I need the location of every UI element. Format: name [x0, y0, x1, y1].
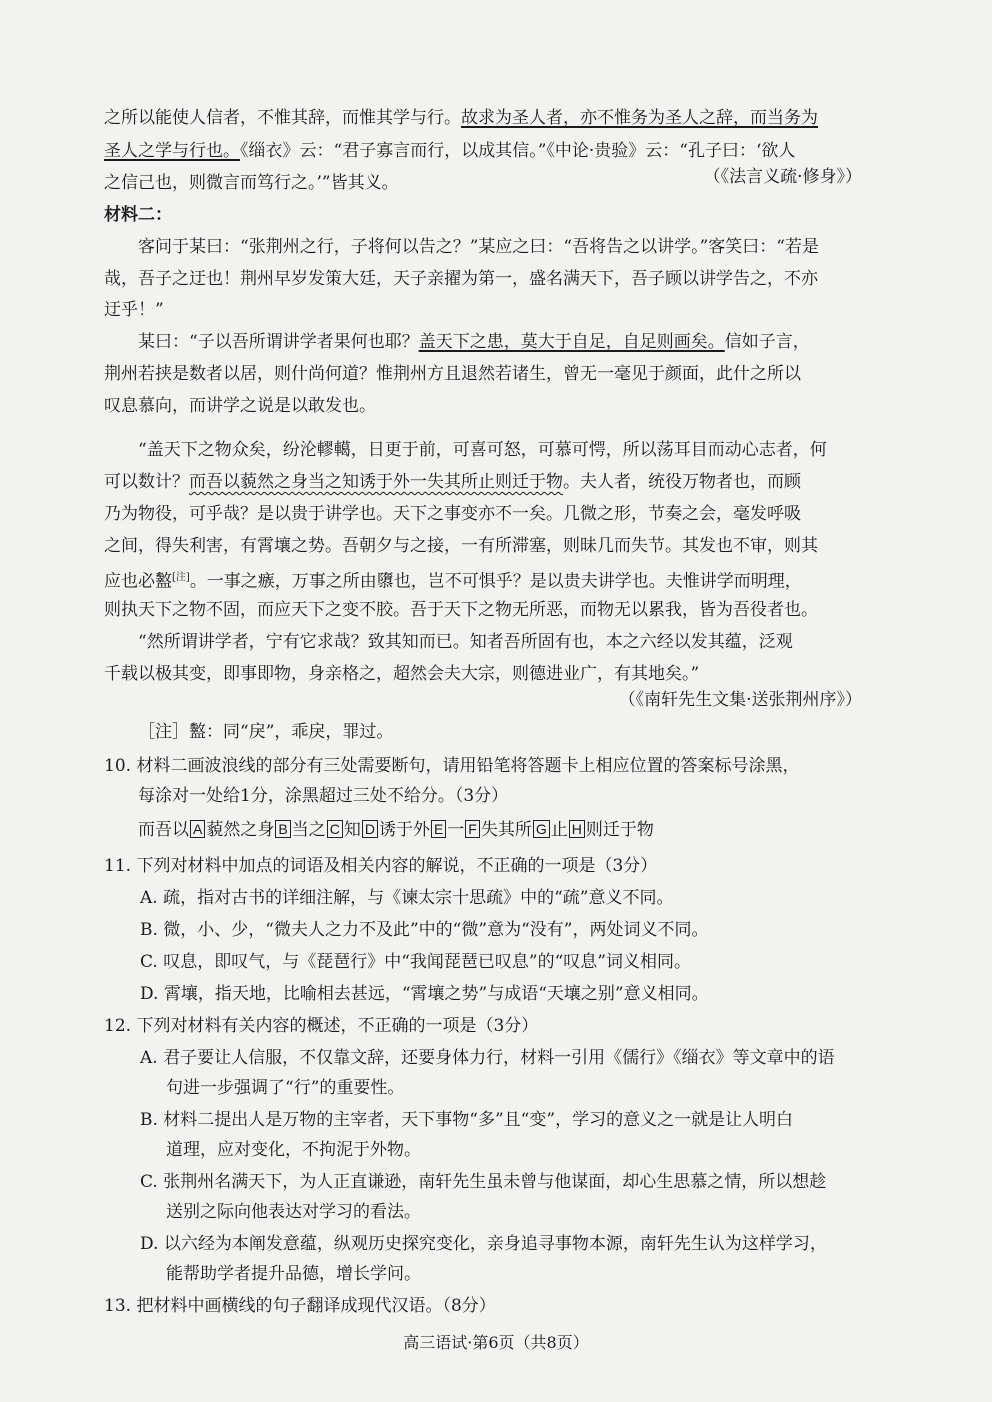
- option-a-cont: 句进一步强调了“行”的重要性。: [166, 1078, 405, 1098]
- answer-box-d[interactable]: D: [362, 820, 378, 838]
- option-d-cont: 能帮助学者提升品德，增长学问。: [166, 1264, 421, 1284]
- answer-box-c[interactable]: C: [327, 820, 343, 838]
- segment-text: 一: [447, 820, 465, 840]
- text-line: “然所谓讲学者，宁有它求哉？致其知而已。知者吾所固有也，本之六经以发其蕴，泛观: [138, 632, 793, 652]
- option-c-cont: 送别之际向他表达对学习的看法。: [166, 1202, 421, 1222]
- text-line: 荆州若挟是数者以居，则什尚何道？惟荆州方且退然若诸生，曾无一毫见于颜面，此什之所以: [104, 364, 801, 384]
- source-citation: （《南轩先生文集·送张荆州序》）: [618, 690, 862, 710]
- text: 。夫人者，统役万物者也，而顾: [563, 472, 801, 492]
- segment-text: 当之: [291, 820, 326, 840]
- answer-box-a[interactable]: A: [190, 820, 205, 838]
- footnote-marker: [注]: [172, 572, 190, 583]
- option-a: A. 君子要让人信服，不仅靠文辞，还要身体力行，材料一引用《儒行》《缁衣》等文章中的语: [140, 1048, 835, 1068]
- underlined-sentence: 盖天下之患，莫大于自足，自足则画矣。: [418, 332, 725, 352]
- question-stem: 11. 下列对材料中加点的词语及相关内容的解说，不正确的一项是（3分）: [104, 856, 658, 876]
- text-line: 叹息慕向，而讲学之说是以敢发也。: [104, 396, 376, 416]
- text: 某曰：“子以吾所谓讲学者果何也耶？: [138, 332, 419, 352]
- text-line: [104, 108, 818, 128]
- wavy-underlined-sentence: 而吾以藐然之身当之知诱于外一失其所止则迁于物: [189, 472, 563, 492]
- segment-text: 止: [550, 820, 568, 840]
- text-line: 乃为物役，可乎哉？是以贵于讲学也。天下之事变亦不一矣。几微之形，节奏之会，毫发呼吸: [104, 504, 801, 524]
- text-line: 则执天下之物不固，而应天下之变不胶。吾于天下之物无所恶，而物无以累我，皆为吾役者也。: [104, 600, 818, 620]
- source-citation: （《法言义疏·修身》）: [703, 167, 862, 187]
- segmentation-row: [138, 820, 654, 840]
- answer-box-e[interactable]: E: [431, 820, 446, 838]
- text-line: 哉，吾子之迂也！荆州早岁发策大廷，天子亲擢为第一，盛名满天下，吾子顾以讲学告之，不亦: [104, 269, 818, 289]
- option-c: C. 张荆州名满天下，为人正直谦逊，南轩先生虽未曾与他谋面，却心生思慕之情，所以想趁: [140, 1172, 827, 1192]
- text-line: 迂乎！”: [104, 300, 164, 320]
- section-heading: 材料二：: [104, 205, 172, 225]
- underlined-sentence: 故求为圣人者，亦不惟务为圣人之辞，而当务为: [461, 108, 818, 128]
- question-stem: 13. 把材料中画横线的句子翻译成现代汉语。（8分）: [104, 1296, 496, 1316]
- segment-text: 诱于外: [378, 820, 430, 840]
- segment-text: 失其所: [480, 820, 532, 840]
- option-d: D. 以六经为本阐发意蕴，纵观历史探究变化，亲身追寻事物本源，南轩先生认为这样学习，: [140, 1234, 827, 1254]
- segment-text: 藐然之身: [206, 820, 275, 840]
- underlined-sentence: 圣人之学与行也。: [104, 141, 240, 161]
- text: 《缁衣》云：“君子寡言而行，以成其信。”《中论·贵验》云：“孔子曰：‘欲人: [240, 141, 796, 161]
- text: 之所以能使人信者，不惟其辞，而惟其学与行。: [104, 108, 461, 128]
- option-d: D. 霄壤，指天地，比喻相去甚远，“霄壤之势”与成语“天壤之别”意义相同。: [140, 984, 709, 1004]
- text: 信如子言，: [724, 332, 810, 352]
- answer-box-f[interactable]: F: [465, 820, 480, 838]
- question-stem: 每涂对一处给1分，涂黑超过三处不给分。（3分）: [138, 786, 509, 806]
- text-line: [138, 332, 810, 352]
- question-stem: 12. 下列对材料有关内容的概述，不正确的一项是（3分）: [104, 1016, 539, 1036]
- text-line: 之信己也，则微言而笃行之。’”皆其义。: [104, 173, 399, 193]
- answer-box-g[interactable]: G: [533, 820, 550, 838]
- answer-box-h[interactable]: H: [569, 820, 585, 838]
- footnote: ［注］盭：同“戾”，乖戾，罪过。: [138, 722, 394, 742]
- option-b: B. 微，小、少，“微夫人之力不及此”中的“微”意为“没有”，两处词义不同。: [140, 920, 709, 940]
- text: 应也必盭: [104, 571, 172, 592]
- answer-box-b[interactable]: B: [275, 820, 290, 838]
- question-stem: 10. 材料二画波浪线的部分有三处需要断句，请用铅笔将答题卡上相应位置的答案标号涂黑，: [104, 756, 800, 776]
- page-footer: 高三语试·第6页（共8页）: [403, 1333, 589, 1352]
- text-line: [104, 568, 802, 592]
- text-line: 之间，得失利害，有霄壤之势。吾朝夕与之接，一有所滞塞，则昧几而失节。其发也不审，则其: [104, 536, 818, 556]
- segment-text: 则迁于物: [585, 820, 654, 840]
- option-b: B. 材料二提出人是万物的主宰者，天下事物“多”且“变”，学习的意义之一就是让人明白: [140, 1110, 794, 1130]
- text: 可以数计？: [104, 472, 189, 492]
- option-c: C. 叹息，即叹气，与《琵琶行》中“我闻琵琶已叹息”的“叹息”词义相同。: [140, 952, 691, 972]
- text-line: [104, 472, 801, 492]
- option-b-cont: 道理，应对变化，不拘泥于外物。: [166, 1140, 421, 1160]
- text-line: “盖天下之物众矣，纷沦轇轕，日更于前，可喜可怒，可慕可愕，所以荡耳目而动心志者，何: [138, 440, 827, 460]
- text: 。一事之瘯，万事之所由隳也，岂不可惧乎？是以贵夫讲学也。夫惟讲学而明理，: [189, 571, 802, 592]
- option-a: A. 疏，指对古书的详细注解，与《谏太宗十思疏》中的“疏”意义不同。: [140, 888, 674, 908]
- text-line: 千载以极其变，即事即物，身亲格之，超然会夫大宗，则德进业广，有其地矣。”: [104, 664, 700, 684]
- segment-text: 而吾以: [138, 820, 189, 840]
- text-line: 客问于某曰：“张荆州之行，子将何以告之？”某应之曰：“吾将告之以讲学。”客笑曰：“若是: [138, 237, 819, 257]
- text-line: [104, 141, 795, 161]
- segment-text: 知: [343, 820, 361, 840]
